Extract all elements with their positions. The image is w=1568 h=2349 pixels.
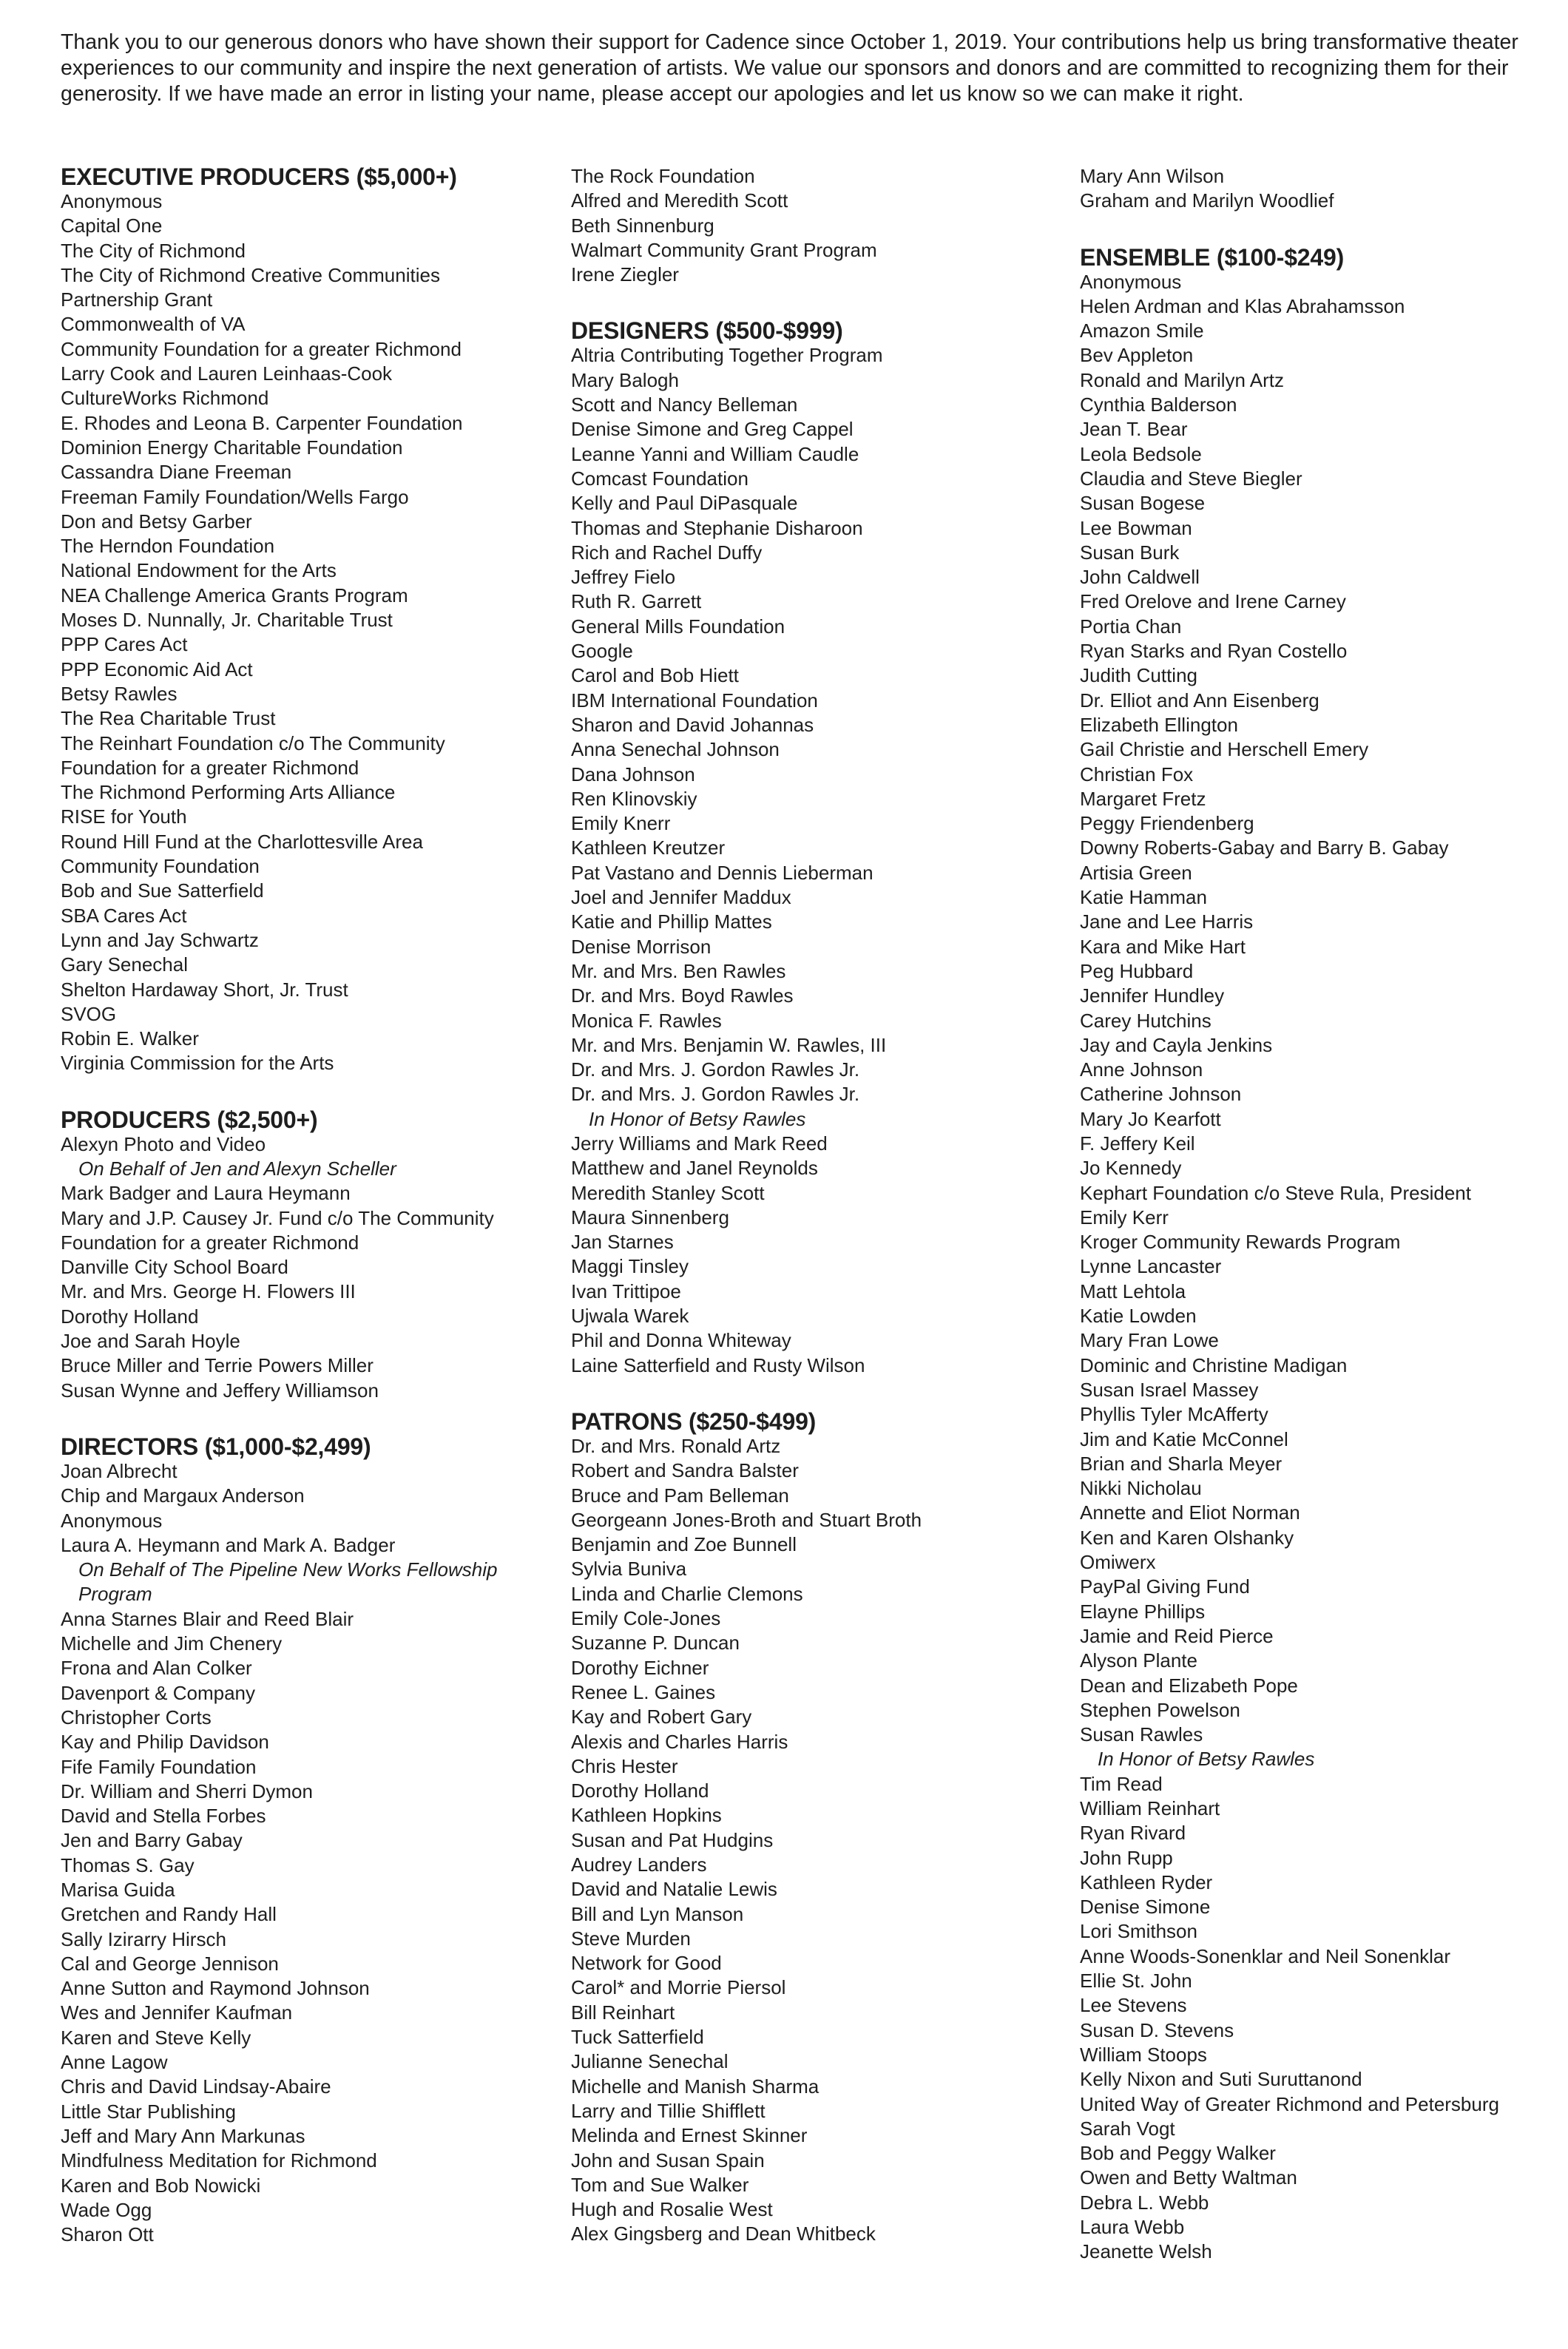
donor-name: Betsy Rawles (61, 682, 178, 705)
donor-name: Joan Albrecht (61, 1459, 178, 1482)
donor-name: Sylvia Buniva (571, 1558, 687, 1581)
donor-name: Foundation for a greater Richmond (61, 756, 359, 779)
donor-name: Sally Izirarry Hirsch (61, 1927, 226, 1950)
donor-name: Fred Orelove and Irene Carney (1080, 590, 1346, 613)
donor-name: Bruce Miller and Terrie Powers Miller (61, 1354, 374, 1377)
donor-name: Monica F. Rawles (571, 1009, 722, 1032)
donor-name: Dr. and Mrs. Boyd Rawles (571, 984, 794, 1007)
donor-name: Chris and David Lindsay-Abaire (61, 2075, 331, 2098)
donor-name: Matt Lehtola (1080, 1280, 1186, 1302)
donor-name: Larry Cook and Lauren Leinhaas-Cook (61, 362, 393, 385)
donor-name: Maggi Tinsley (571, 1255, 689, 1278)
donor-name: E. Rhodes and Leona B. Carpenter Foundation (61, 411, 463, 434)
donor-name: Jay and Cayla Jenkins (1080, 1033, 1273, 1056)
donor-name: RISE for Youth (61, 805, 187, 828)
donor-name: Jan Starnes (571, 1231, 674, 1254)
donor-name: PPP Cares Act (61, 633, 188, 656)
donor-name: Owen and Betty Waltman (1080, 2166, 1297, 2189)
donor-name: Sarah Vogt (1080, 2117, 1175, 2140)
donor-name: Emily Knerr (571, 812, 671, 835)
tier-heading: PRODUCERS ($2,500+) (61, 1106, 318, 1133)
donor-name: Alyson Plante (1080, 1649, 1197, 1672)
donor-name: Comcast Foundation (571, 467, 748, 490)
donor-name: Mark Badger and Laura Heymann (61, 1182, 351, 1205)
tier-heading: ENSEMBLE ($100-$249) (1080, 243, 1345, 271)
donor-name: Mary Fran Lowe (1080, 1329, 1219, 1352)
donor-name: Carol* and Morrie Piersol (571, 1976, 786, 1999)
donor-name: Mary Ann Wilson (1080, 165, 1225, 187)
tier-heading: DESIGNERS ($500-$999) (571, 317, 843, 345)
donor-name: Mary Balogh (571, 368, 679, 391)
donor-name: David and Natalie Lewis (571, 1878, 777, 1901)
donor-name: Laine Satterfield and Rusty Wilson (571, 1353, 865, 1376)
donor-name: John and Susan Spain (571, 2149, 765, 2171)
donor-name: Thomas S. Gay (61, 1853, 195, 1876)
donor-name: Community Foundation for a greater Richmond (61, 337, 462, 360)
donor-name: Katie and Phillip Mattes (571, 910, 772, 933)
donor-name: Kara and Mike Hart (1080, 935, 1246, 958)
donor-name: Scott and Nancy Belleman (571, 393, 798, 416)
donor-name: Kathleen Kreutzer (571, 836, 726, 859)
donor-name: Omiwerx (1080, 1551, 1156, 1574)
donor-name: Chip and Margaux Anderson (61, 1484, 305, 1507)
donor-name: Pat Vastano and Dennis Lieberman (571, 861, 873, 884)
donor-name: The Rea Charitable Trust (61, 707, 276, 730)
donor-name: John Caldwell (1080, 566, 1200, 589)
tier-heading: EXECUTIVE PRODUCERS ($5,000+) (61, 163, 457, 190)
donor-column-1 (61, 164, 549, 2247)
donor-name: Susan Burk (1080, 541, 1180, 564)
donor-name: Sharon and David Johannas (571, 713, 814, 736)
donor-name: Bob and Sue Satterfield (61, 879, 264, 902)
donor-tier-section (1080, 164, 1553, 214)
donor-name: Gail Christie and Herschell Emery (1080, 738, 1369, 761)
donor-name: Beth Sinnenburg (571, 214, 714, 237)
donor-name: IBM International Foundation (571, 689, 818, 712)
donor-name: Foundation for a greater Richmond (61, 1231, 359, 1254)
donor-name: Thomas and Stephanie Disharoon (571, 516, 863, 539)
donor-name: Ren Klinovskiy (571, 787, 697, 810)
donor-name: Judith Cutting (1080, 664, 1197, 687)
donor-name: William Reinhart (1080, 1797, 1220, 1819)
donor-name: Jeffrey Fielo (571, 566, 676, 589)
donor-name: Kelly Nixon and Suti Suruttanond (1080, 2068, 1362, 2091)
donor-name: Julianne Senechal (571, 2050, 729, 2073)
donor-name: Sharon Ott (61, 2223, 154, 2246)
donor-name: Kephart Foundation c/o Steve Rula, President (1080, 1181, 1471, 1204)
donor-name: Melinda and Ernest Skinner (571, 2124, 808, 2147)
donor-name: Lynn and Jay Schwartz (61, 928, 259, 951)
donor-name: Dr. William and Sherri Dymon (61, 1780, 313, 1802)
donor-name: Hugh and Rosalie West (571, 2198, 773, 2221)
donor-name: Dana Johnson (571, 763, 695, 785)
donor-tier-section (1080, 245, 1553, 2265)
donor-name: Matthew and Janel Reynolds (571, 1157, 818, 1180)
donor-name: Bruce and Pam Belleman (571, 1484, 789, 1507)
donor-name: Downy Roberts-Gabay and Barry B. Gabay (1080, 836, 1449, 859)
donor-name: Steve Murden (571, 1927, 691, 1950)
donor-name: Joe and Sarah Hoyle (61, 1330, 240, 1353)
donor-name: Dr. and Mrs. J. Gordon Rawles Jr. (571, 1083, 860, 1106)
donor-name: Anonymous (61, 190, 163, 212)
donor-name: Susan Wynne and Jeffery Williamson (61, 1379, 379, 1402)
donor-name: Denise Morrison (571, 935, 712, 958)
donor-name: Community Foundation (61, 855, 260, 878)
donor-name: Phyllis Tyler McAfferty (1080, 1403, 1268, 1426)
donor-name: Susan Rawles (1080, 1723, 1203, 1746)
donor-name: Robin E. Walker (61, 1027, 199, 1050)
donor-name: Wes and Jennifer Kaufman (61, 2001, 293, 2024)
donor-name: Wade Ogg (61, 2198, 152, 2221)
donor-name: Davenport & Company (61, 1681, 256, 1704)
donor-name: Mr. and Mrs. Ben Rawles (571, 959, 786, 982)
donor-name: John Rupp (1080, 1846, 1173, 1869)
donor-name: Catherine Johnson (1080, 1083, 1242, 1106)
donor-name: Suzanne P. Duncan (571, 1632, 740, 1655)
donor-name: Debra L. Webb (1080, 2191, 1209, 2214)
donor-name: Mary Jo Kearfott (1080, 1107, 1221, 1130)
donor-name: The Herndon Foundation (61, 535, 275, 558)
donor-name: Christopher Corts (61, 1706, 212, 1728)
donor-name: Graham and Marilyn Woodlief (1080, 189, 1334, 212)
donor-name: Helen Ardman and Klas Abrahamsson (1080, 294, 1405, 317)
donor-note: On Behalf of Jen and Alexyn Scheller (78, 1157, 396, 1180)
donor-name: Bob and Peggy Walker (1080, 2142, 1276, 2165)
donor-name: Freeman Family Foundation/Wells Fargo (61, 485, 409, 508)
donor-column-2 (571, 164, 1067, 2247)
donor-name: Susan D. Stevens (1080, 2018, 1234, 2041)
donor-name: Fife Family Foundation (61, 1755, 257, 1778)
donor-name: Marisa Guida (61, 1879, 175, 1901)
donor-name: Virginia Commission for the Arts (61, 1052, 334, 1075)
donor-name: Anne Lagow (61, 2051, 168, 2074)
donor-name: Round Hill Fund at the Charlottesville Area (61, 830, 423, 853)
donor-name: Shelton Hardaway Short, Jr. Trust (61, 978, 348, 1001)
donor-name: Tuck Satterfield (571, 2026, 704, 2049)
donor-tier-section (571, 1409, 1067, 2247)
donor-name: The Richmond Performing Arts Alliance (61, 781, 396, 804)
donor-name: Tim Read (1080, 1772, 1163, 1795)
donor-name: Audrey Landers (571, 1853, 707, 1876)
donor-name: CultureWorks Richmond (61, 387, 269, 410)
donor-note: On Behalf of The Pipeline New Works Fellowship Program (78, 1558, 498, 1606)
donor-name: Irene Ziegler (571, 263, 679, 286)
donor-name: The City of Richmond (61, 239, 246, 262)
donor-name: Gary Senechal (61, 953, 188, 976)
donor-name: Frona and Alan Colker (61, 1657, 252, 1680)
donor-name: Bill Reinhart (571, 2001, 675, 2024)
donor-name: Tom and Sue Walker (571, 2173, 749, 2196)
donor-name: Margaret Fretz (1080, 787, 1206, 810)
donor-name: Anne Johnson (1080, 1058, 1203, 1081)
donor-name: Anna Senechal Johnson (571, 738, 780, 761)
donor-name: Artisia Green (1080, 861, 1192, 884)
donor-name: NEA Challenge America Grants Program (61, 584, 408, 606)
donor-name: Network for Good (571, 1952, 722, 1975)
donor-name: Anonymous (61, 1509, 163, 1532)
donor-name: Maura Sinnenberg (571, 1206, 729, 1228)
donor-name: Kathleen Ryder (1080, 1870, 1213, 1893)
donor-name: Dominic and Christine Madigan (1080, 1353, 1348, 1376)
donor-name: Stephen Powelson (1080, 1698, 1240, 1721)
tier-heading: DIRECTORS ($1,000-$2,499) (61, 1433, 371, 1460)
donor-name: The City of Richmond Creative Communities (61, 263, 440, 286)
donor-tier-section (571, 318, 1067, 1377)
donor-tier-section (61, 1434, 549, 2248)
donor-name: Partnership Grant (61, 288, 213, 311)
donor-name: Jean T. Bear (1080, 418, 1188, 441)
donor-name: Leola Bedsole (1080, 442, 1202, 465)
donor-name: Katie Lowden (1080, 1305, 1197, 1328)
donor-name: Bev Appleton (1080, 344, 1194, 367)
donor-name: F. Jeffery Keil (1080, 1132, 1195, 1155)
donor-name: Christian Fox (1080, 763, 1194, 785)
donor-name: Peggy Friendenberg (1080, 812, 1254, 835)
donor-name: Cynthia Balderson (1080, 393, 1237, 416)
donor-name: National Endowment for the Arts (61, 559, 337, 582)
donor-name: United Way of Greater Richmond and Petersburg (1080, 2092, 1499, 2115)
donor-name: Brian and Sharla Meyer (1080, 1452, 1283, 1475)
donor-name: Lori Smithson (1080, 1920, 1197, 1943)
donor-name: Ryan Starks and Ryan Costello (1080, 640, 1348, 663)
donor-name: Dorothy Holland (571, 1780, 709, 1802)
donor-name: Mr. and Mrs. Benjamin W. Rawles, III (571, 1033, 887, 1056)
donor-name: Dr. and Mrs. J. Gordon Rawles Jr. (571, 1058, 860, 1081)
donor-name: Danville City School Board (61, 1256, 288, 1279)
donor-name: Annette and Eliot Norman (1080, 1501, 1300, 1524)
donor-name: Kay and Robert Gary (571, 1706, 752, 1728)
donor-name: Cal and George Jennison (61, 1952, 279, 1975)
donor-name: Don and Betsy Garber (61, 510, 252, 533)
donor-name: Capital One (61, 214, 163, 237)
donor-name: Robert and Sandra Balster (571, 1459, 799, 1482)
donor-name: Peg Hubbard (1080, 959, 1194, 982)
donor-name: Larry and Tillie Shifflett (571, 2099, 766, 2122)
donor-name: Anonymous (1080, 270, 1182, 293)
donor-name: Karen and Bob Nowicki (61, 2174, 261, 2197)
donor-name: Dr. and Mrs. Ronald Artz (571, 1434, 781, 1457)
donor-name: Dorothy Eichner (571, 1656, 709, 1679)
donor-name: Amazon Smile (1080, 320, 1204, 342)
donor-name: Carey Hutchins (1080, 1009, 1212, 1032)
donor-name: Jane and Lee Harris (1080, 910, 1254, 933)
donor-name: Ken and Karen Olshanky (1080, 1526, 1294, 1549)
donor-name: Anne Sutton and Raymond Johnson (61, 1977, 370, 2000)
donor-column-3 (1080, 164, 1553, 2265)
donor-name: Ronald and Marilyn Artz (1080, 368, 1285, 391)
donor-tier-section (61, 164, 549, 1076)
donor-name: Carol and Bob Hiett (571, 664, 739, 687)
donor-name: Katie Hamman (1080, 886, 1207, 909)
donor-tier-section (571, 164, 1067, 287)
donor-name: Ruth R. Garrett (571, 590, 702, 613)
donor-name: Linda and Charlie Clemons (571, 1582, 803, 1605)
intro-paragraph: Thank you to our generous donors who have shown their support for Cadence since October 1, 2019. Your contributions help us bring transformative theater experiences to our community and inspire the next generation of artists. We value our sponsors and donors and are committed to recognizing them for their generosity. If we have made an error in listing your name, please accept our apologies and let us know so we can make it right. (61, 30, 1518, 106)
donor-name: Jeff and Mary Ann Markunas (61, 2124, 305, 2147)
donor-name: Laura Webb (1080, 2216, 1185, 2239)
donor-name: Alfred and Meredith Scott (571, 189, 788, 212)
donor-name: Altria Contributing Together Program (571, 344, 883, 367)
donor-name: Walmart Community Grant Program (571, 238, 877, 261)
donor-name: Anna Starnes Blair and Reed Blair (61, 1607, 354, 1630)
donor-name: Benjamin and Zoe Bunnell (571, 1533, 797, 1556)
donor-name: Joel and Jennifer Maddux (571, 886, 791, 909)
donor-name: Jerry Williams and Mark Reed (571, 1132, 828, 1155)
donor-name: PPP Economic Aid Act (61, 658, 253, 680)
donor-name: Jeanette Welsh (1080, 2240, 1212, 2263)
donor-name: Alex Gingsberg and Dean Whitbeck (571, 2223, 876, 2245)
donor-name: PayPal Giving Fund (1080, 1575, 1250, 1598)
donor-name: Moses D. Nunnally, Jr. Charitable Trust (61, 609, 393, 632)
donor-name: Ryan Rivard (1080, 1822, 1186, 1845)
donor-name: Mindfulness Meditation for Richmond (61, 2149, 377, 2172)
donor-tier-section (61, 1107, 549, 1403)
donor-name: Denise Simone (1080, 1896, 1211, 1919)
donor-name: Susan Israel Massey (1080, 1378, 1259, 1401)
donor-name: Kelly and Paul DiPasquale (571, 492, 798, 515)
donor-name: Mr. and Mrs. George H. Flowers III (61, 1280, 356, 1303)
donor-name: Georgeann Jones-Broth and Stuart Broth (571, 1508, 922, 1531)
donor-name: Denise Simone and Greg Cappel (571, 418, 854, 441)
donor-name: Leanne Yanni and William Caudle (571, 442, 859, 465)
donor-name: Ujwala Warek (571, 1305, 689, 1328)
donor-name: SBA Cares Act (61, 904, 187, 927)
donor-name: Anne Woods-Sonenklar and Neil Sonenklar (1080, 1944, 1451, 1967)
donor-name: Emily Kerr (1080, 1206, 1169, 1228)
donor-name: Elizabeth Ellington (1080, 713, 1238, 736)
donor-name: Google (571, 640, 633, 663)
donor-name: Meredith Stanley Scott (571, 1181, 765, 1204)
donor-name: Lee Bowman (1080, 516, 1192, 539)
donor-name: The Reinhart Foundation c/o The Community (61, 731, 445, 754)
donor-name: Kay and Philip Davidson (61, 1731, 269, 1754)
donor-name: Dr. Elliot and Ann Eisenberg (1080, 689, 1319, 712)
donor-name: Jennifer Hundley (1080, 984, 1225, 1007)
donor-name: Karen and Steve Kelly (61, 2026, 251, 2049)
donor-name: Ellie St. John (1080, 1970, 1192, 1993)
donor-name: Portia Chan (1080, 615, 1182, 638)
donor-name: Jo Kennedy (1080, 1157, 1182, 1180)
donor-name: Dominion Energy Charitable Foundation (61, 436, 403, 459)
donor-name: General Mills Foundation (571, 615, 785, 638)
donor-name: SVOG (61, 1002, 117, 1025)
donor-name: Bill and Lyn Manson (571, 1902, 744, 1925)
donor-name: Lee Stevens (1080, 1994, 1187, 2017)
donor-name: Commonwealth of VA (61, 313, 246, 336)
donor-name: William Stoops (1080, 2043, 1207, 2066)
donor-name: Jim and Katie McConnel (1080, 1427, 1288, 1450)
donor-name: Emily Cole-Jones (571, 1607, 721, 1630)
donor-name: Alexyn Photo and Video (61, 1132, 266, 1155)
donor-name: Elayne Phillips (1080, 1600, 1206, 1623)
donor-name: Dorothy Holland (61, 1305, 199, 1328)
donor-name: Kroger Community Rewards Program (1080, 1231, 1401, 1254)
donor-name: Mary and J.P. Causey Jr. Fund c/o The Community (61, 1206, 494, 1229)
donor-name: David and Stella Forbes (61, 1805, 266, 1828)
donor-name: Michelle and Jim Chenery (61, 1632, 283, 1655)
donor-name: Laura A. Heymann and Mark A. Badger (61, 1533, 396, 1556)
donor-name: Alexis and Charles Harris (571, 1730, 788, 1753)
donor-name: Jen and Barry Gabay (61, 1829, 243, 1852)
tier-heading: PATRONS ($250-$499) (571, 1407, 817, 1435)
donor-name: Lynne Lancaster (1080, 1255, 1222, 1278)
donor-name: Renee L. Gaines (571, 1680, 716, 1703)
donor-name: Rich and Rachel Duffy (571, 541, 763, 564)
donor-name: Gretchen and Randy Hall (61, 1903, 277, 1926)
donor-name: Michelle and Manish Sharma (571, 2075, 820, 2098)
donor-name: Susan Bogese (1080, 492, 1206, 515)
donor-name: Jamie and Reid Pierce (1080, 1624, 1274, 1647)
donor-name: Susan and Pat Hudgins (571, 1828, 774, 1851)
donor-name: Cassandra Diane Freeman (61, 461, 292, 484)
donor-name: Dean and Elizabeth Pope (1080, 1674, 1298, 1697)
donor-name: Chris Hester (571, 1754, 678, 1777)
donor-name: Little Star Publishing (61, 2100, 237, 2123)
donor-note: In Honor of Betsy Rawles (1098, 1748, 1315, 1771)
donor-name: Phil and Donna Whiteway (571, 1329, 791, 1352)
donor-name: Nikki Nicholau (1080, 1477, 1202, 1500)
donor-note: In Honor of Betsy Rawles (589, 1107, 806, 1130)
donor-name: Kathleen Hopkins (571, 1804, 722, 1827)
donor-name: The Rock Foundation (571, 165, 755, 187)
donor-name: Claudia and Steve Biegler (1080, 467, 1302, 490)
donor-name: Ivan Trittipoe (571, 1280, 681, 1302)
